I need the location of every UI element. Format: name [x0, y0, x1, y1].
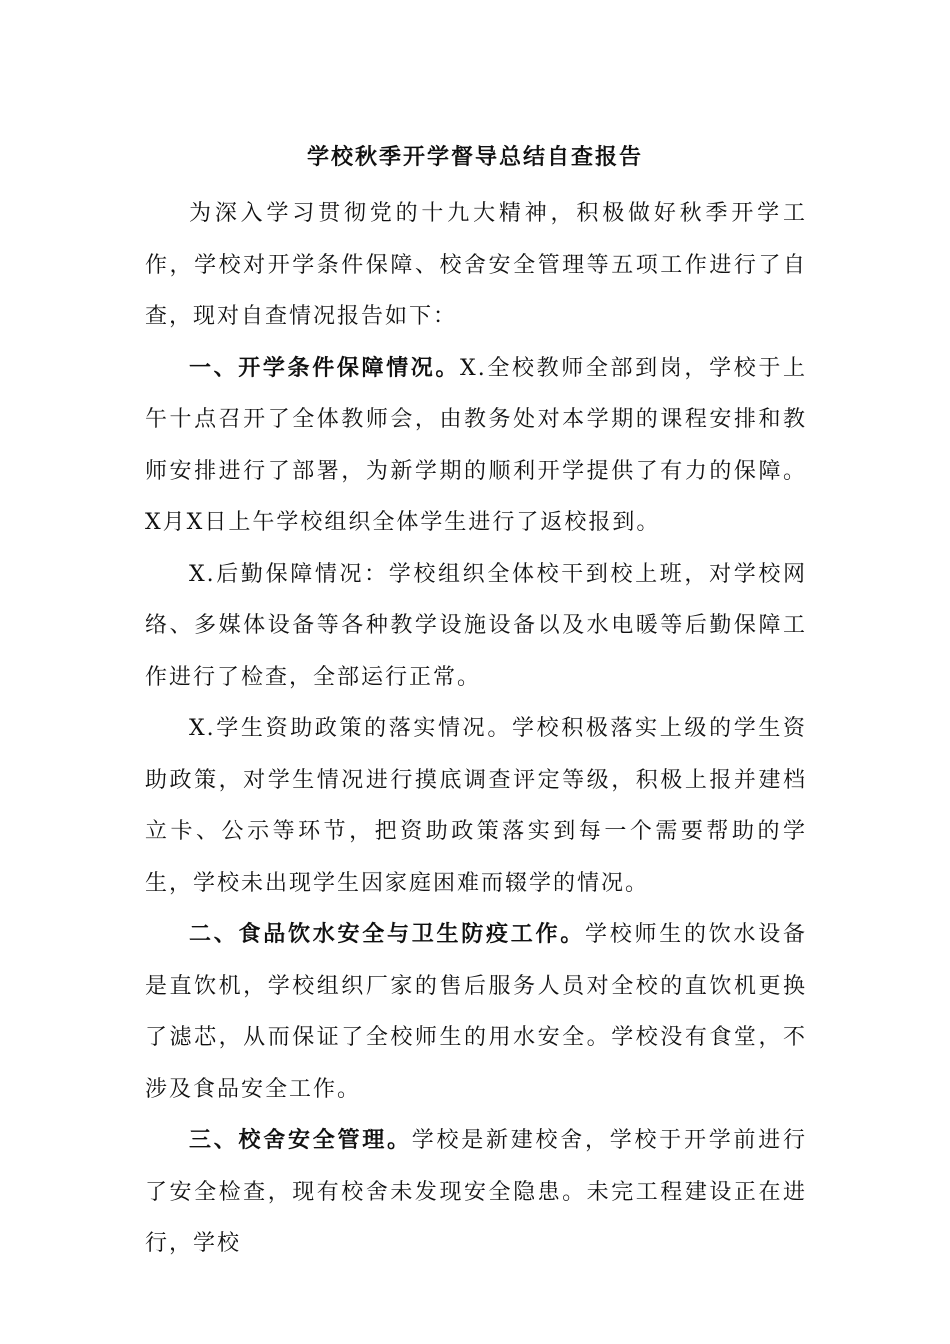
- document-body: [145, 188, 807, 1270]
- paragraph-text: X.后勤保障情况：学校组织全体校干到校上班，对学校网络、多媒体设备等各种教学设施设备以及水电暖等后勤保障工作进行了检查，全部运行正常。: [145, 561, 807, 690]
- paragraph-text: 为深入学习贯彻党的十九大精神，积极做好秋季开学工作，学校对开学条件保障、校舍安全管理等五项工作进行了自查，现对自查情况报告如下：: [145, 201, 807, 329]
- paragraph-text: 学校师生的饮水设备是直饮机，学校组织厂家的售后服务人员对全校的直饮机更换了滤芯，从而保证了全校师生的用水安全。学校没有食堂，不涉及食品安全工作。: [145, 922, 807, 1102]
- section-heading-1: 一、开学条件保障情况。: [189, 354, 461, 381]
- paragraph-logistics: [145, 549, 807, 704]
- paragraph-section-2: [145, 909, 807, 1115]
- document-title: 学校秋季开学督导总结自查报告: [306, 144, 643, 170]
- paragraph-text: 学校是新建校舍，学校于开学前进行了安全检查，现有校舍未发现安全隐患。未完工程建设正在进行，学校: [145, 1128, 807, 1256]
- paragraph-student-aid: [145, 703, 807, 909]
- paragraph-section-3: [145, 1115, 807, 1270]
- section-heading-2: 二、食品饮水安全与卫生防疫工作。: [189, 921, 585, 947]
- section-heading-3: 三、校舍安全管理。: [189, 1127, 412, 1153]
- paragraph-text: X.全校教师全部到岗，学校于上午十点召开了全体教师会，由教务处对本学期的课程安排和教师安排进行了部署，为新学期的顺利开学提供了有力的保障。X月X日上午学校组织全体学生进行了返校报到。: [145, 355, 807, 535]
- paragraph-intro: [145, 188, 807, 343]
- paragraph-text: X.学生资助政策的落实情况。学校积极落实上级的学生资助政策，对学生情况进行摸底调查评定等级，积极上报并建档立卡、公示等环节，把资助政策落实到每一个需要帮助的学生，学校未出现学生因家庭困难而辍学的情况。: [145, 716, 807, 896]
- paragraph-section-1: [145, 343, 807, 549]
